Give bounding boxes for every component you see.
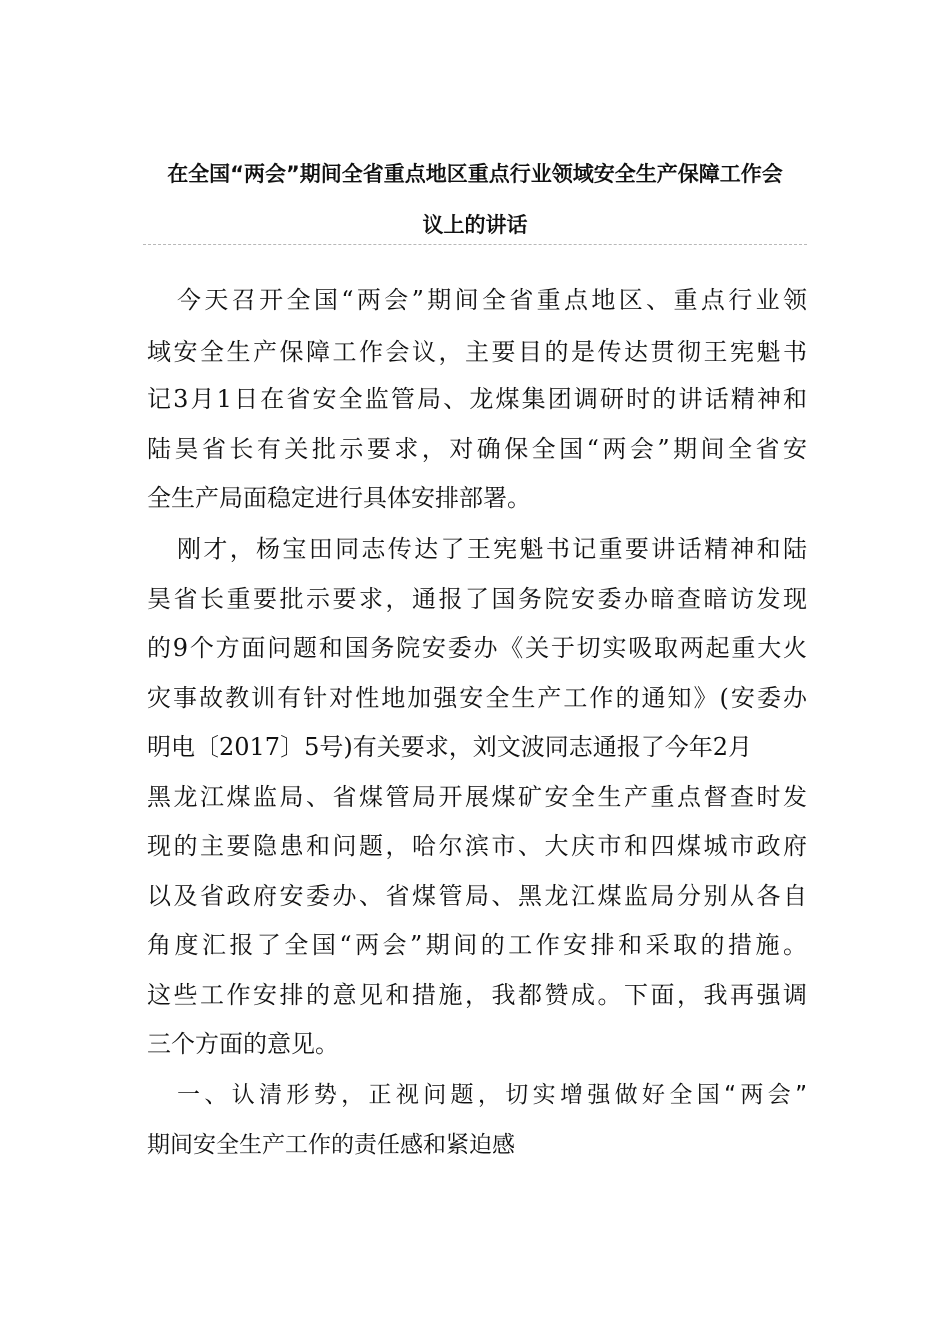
paragraph-1-line-1: 今天召开全国“两会”期间全省重点地区、重点行业领 xyxy=(177,286,807,314)
paragraph-1-line-2: 域安全生产保障工作会议，主要目的是传达贯彻王宪魁书 xyxy=(147,338,807,366)
paragraph-2-line-9: 角度汇报了全国“两会”期间的工作安排和采取的措施。 xyxy=(147,931,807,959)
paragraph-2-line-8: 以及省政府安委办、省煤管局、黑龙江煤监局分别从各自 xyxy=(147,882,807,910)
paragraph-2-line-11: 三个方面的意见。 xyxy=(147,1030,339,1058)
paragraph-2-line-5: 明电〔2017〕5号)有关要求，刘文波同志通报了今年2月 xyxy=(147,733,752,761)
paragraph-1-line-4: 陆昊省长有关批示要求，对确保全国“两会”期间全省安 xyxy=(147,435,807,463)
paragraph-2-line-6: 黑龙江煤监局、省煤管局开展煤矿安全生产重点督查时发 xyxy=(147,783,807,811)
paragraph-1-line-3: 记3月1日在省安全监管局、龙煤集团调研时的讲话精神和 xyxy=(147,385,807,413)
paragraph-2-line-10: 这些工作安排的意见和措施，我都赞成。下面，我再强调 xyxy=(147,981,807,1009)
paragraph-2-line-4: 灾事故教训有针对性地加强安全生产工作的通知》(安委办 xyxy=(147,684,807,712)
document-title-line-2: 议上的讲话 xyxy=(422,213,528,237)
title-divider xyxy=(143,244,807,245)
section-heading-1-line-2: 期间安全生产工作的责任感和紧迫感 xyxy=(147,1132,515,1158)
paragraph-2-line-7: 现的主要隐患和问题，哈尔滨市、大庆市和四煤城市政府 xyxy=(147,832,807,860)
paragraph-1-line-5: 全生产局面稳定进行具体安排部署。 xyxy=(147,484,531,512)
section-heading-1-line-1: 一、认清形势，正视问题，切实增强做好全国“两会” xyxy=(177,1082,807,1108)
paragraph-2-line-2: 昊省长重要批示要求，通报了国务院安委办暗查暗访发现 xyxy=(147,585,807,613)
document-title-line-1: 在全国“两会”期间全省重点地区重点行业领域安全生产保障工作会 xyxy=(167,162,783,186)
paragraph-2-line-1: 刚才，杨宝田同志传达了王宪魁书记重要讲话精神和陆 xyxy=(177,535,807,563)
paragraph-2-line-3: 的9个方面问题和国务院安委办《关于切实吸取两起重大火 xyxy=(147,634,807,662)
